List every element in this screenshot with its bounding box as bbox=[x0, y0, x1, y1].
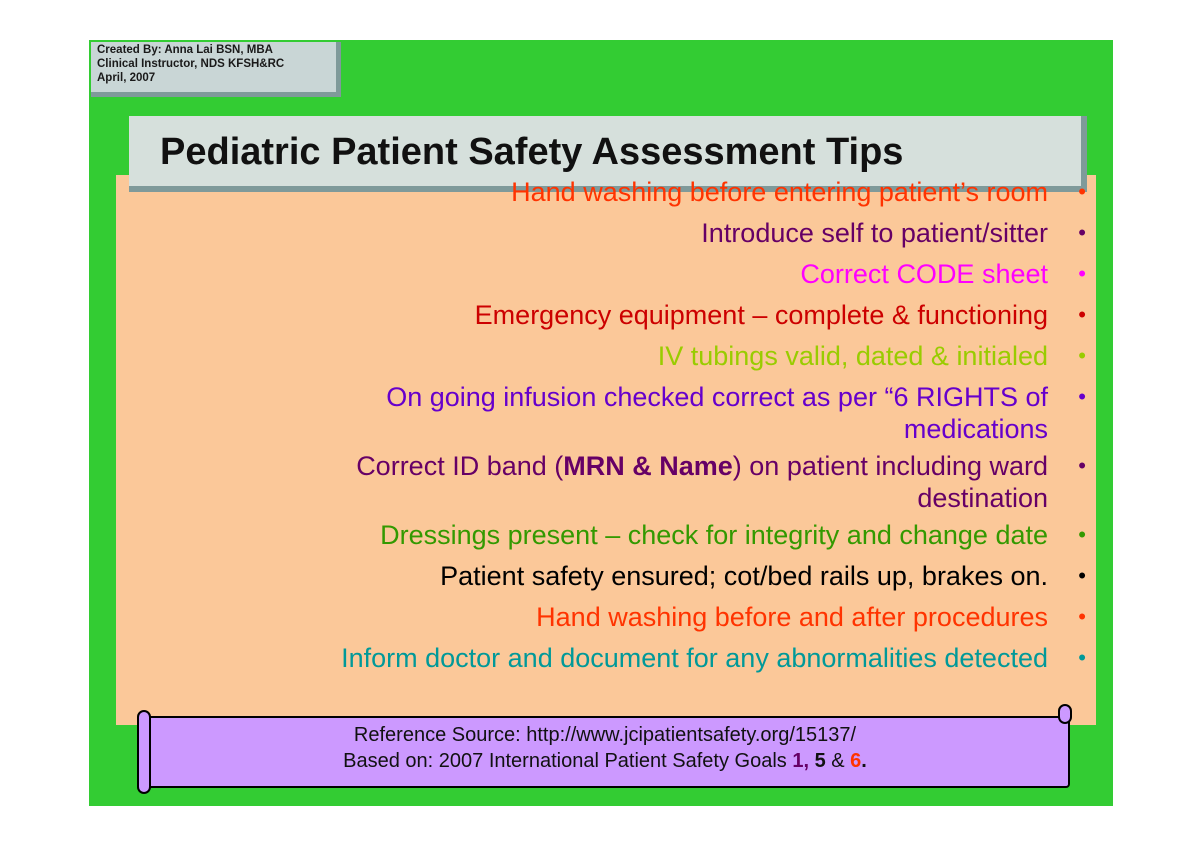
bullet-icon: • bbox=[1078, 220, 1086, 245]
list-item-text: Inform doctor and document for any abnormalities detected bbox=[341, 643, 1048, 673]
bullet-icon: • bbox=[1078, 261, 1086, 286]
bullet-icon: • bbox=[1078, 343, 1086, 368]
goal-end: . bbox=[861, 750, 867, 772]
bullet-icon: • bbox=[1078, 604, 1086, 629]
list-item-text: Dressings present – check for integrity and change date bbox=[380, 520, 1048, 550]
reference-goals bbox=[150, 748, 1060, 774]
list-item-text: Hand washing before and after procedures bbox=[536, 602, 1048, 632]
list-item-text: IV tubings valid, dated & initialed bbox=[657, 341, 1048, 371]
list-item-text-cont: medications bbox=[903, 414, 1048, 444]
credit-date: April, 2007 bbox=[97, 72, 156, 84]
bullet-icon: • bbox=[1078, 384, 1086, 409]
goal-sep: & bbox=[825, 750, 851, 772]
list-item-text: Correct ID band ( bbox=[356, 451, 564, 481]
credit-role: Clinical Instructor, NDS KFSH&RC bbox=[97, 58, 285, 70]
scroll-curl-right bbox=[1058, 704, 1072, 724]
list-item bbox=[130, 601, 1098, 633]
list-item bbox=[130, 560, 1098, 592]
list-item-text: Hand washing before entering patient’s room bbox=[511, 177, 1048, 207]
list-item-text: On going infusion checked correct as per “6 RIGHTS of bbox=[386, 382, 1048, 412]
goal-1: 1 bbox=[792, 750, 804, 772]
list-item bbox=[130, 450, 1098, 514]
list-item-text: Emergency equipment – complete & functioning bbox=[474, 300, 1048, 330]
list-item bbox=[130, 217, 1098, 249]
bullet-icon: • bbox=[1078, 522, 1086, 547]
list-item-bold: MRN & Name bbox=[563, 451, 733, 481]
list-item bbox=[130, 299, 1098, 331]
list-item-text-cont: destination bbox=[917, 483, 1048, 513]
bullet-icon: • bbox=[1078, 563, 1086, 588]
goal-6: 6 bbox=[850, 750, 862, 772]
list-item bbox=[130, 519, 1098, 551]
list-item bbox=[130, 642, 1098, 674]
bullet-icon: • bbox=[1078, 302, 1086, 327]
reference-goals-text: Based on: 2007 International Patient Safety Goals bbox=[343, 750, 793, 772]
list-item-text: Introduce self to patient/sitter bbox=[701, 218, 1048, 248]
bullet-icon: • bbox=[1078, 453, 1086, 478]
list-item bbox=[130, 176, 1098, 208]
reference-text bbox=[150, 722, 1060, 774]
list-item bbox=[130, 258, 1098, 290]
bullet-icon: • bbox=[1078, 179, 1086, 204]
bullet-icon: • bbox=[1078, 645, 1086, 670]
credit-author: Created By: Anna Lai BSN, MBA bbox=[97, 44, 273, 56]
author-credit-box bbox=[91, 42, 341, 97]
list-item-text: ) on patient including ward bbox=[732, 451, 1048, 481]
scroll-curl-left bbox=[137, 710, 151, 794]
goal-sep: , bbox=[803, 750, 815, 772]
list-item-text: Correct CODE sheet bbox=[800, 259, 1048, 289]
slide-title: Pediatric Patient Safety Assessment Tips bbox=[160, 131, 904, 173]
tips-list bbox=[130, 176, 1098, 683]
list-item-text: Patient safety ensured; cot/bed rails up, brakes on. bbox=[440, 561, 1048, 591]
goal-5: 5 bbox=[814, 750, 826, 772]
list-item bbox=[130, 340, 1098, 372]
reference-source: Reference Source: http://www.jcipatientsafety.org/15137/ bbox=[353, 724, 857, 746]
list-item bbox=[130, 381, 1098, 445]
